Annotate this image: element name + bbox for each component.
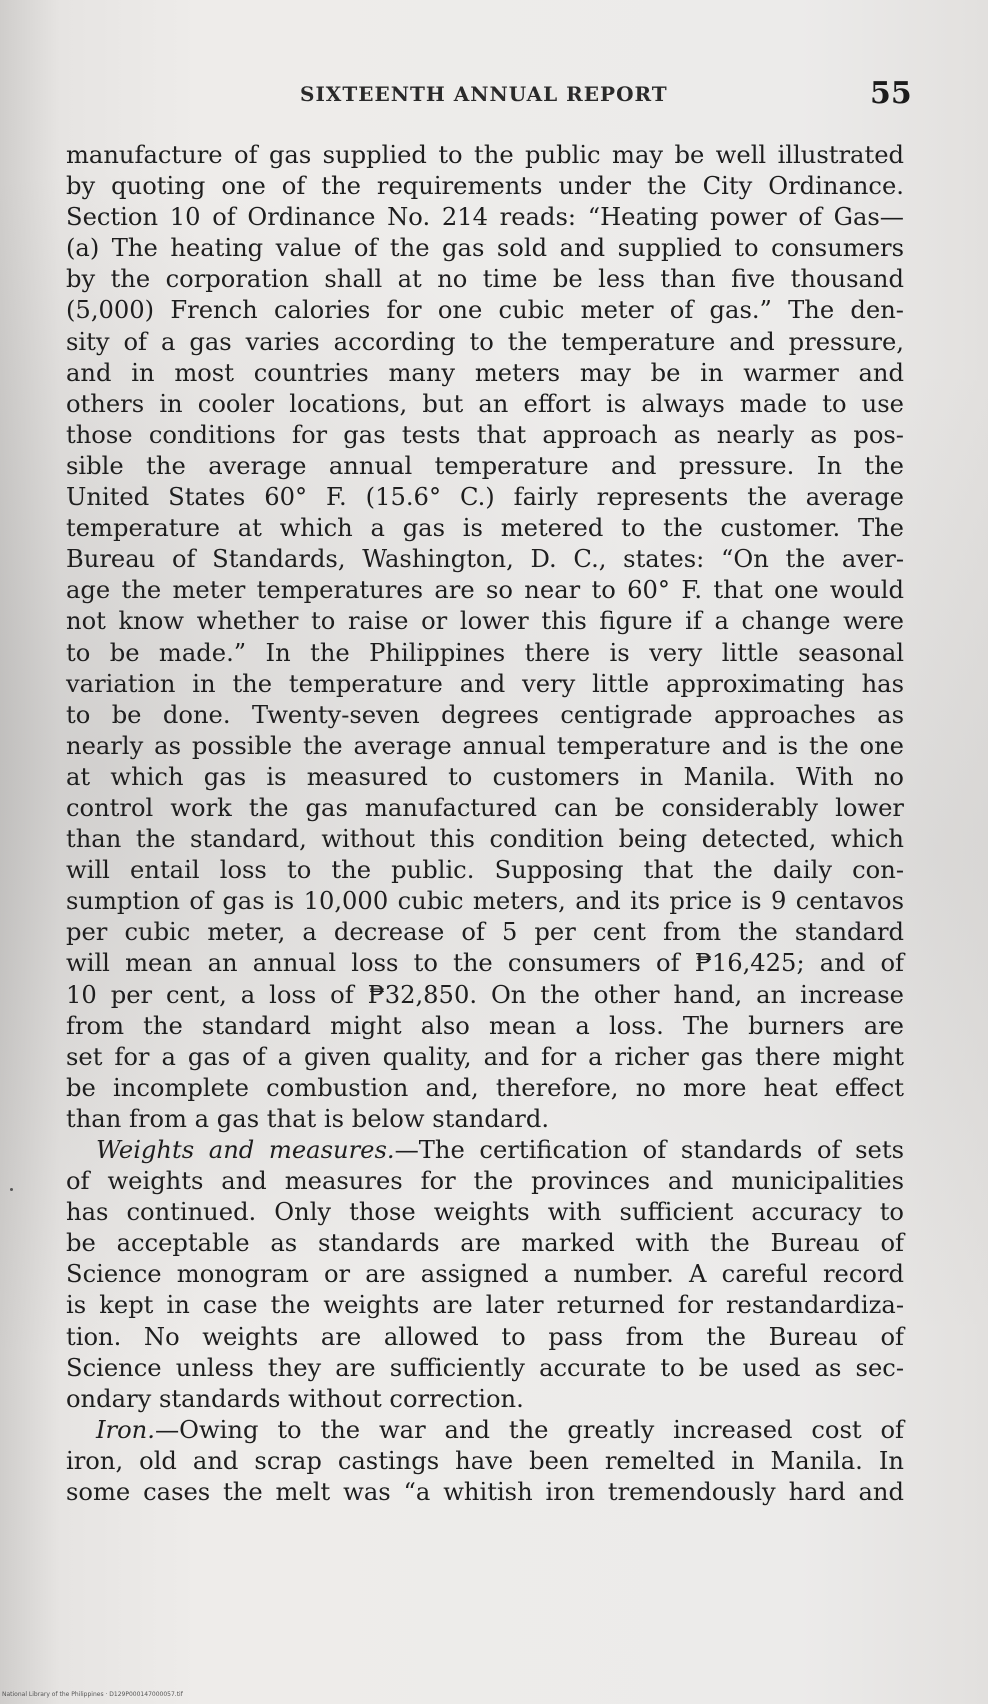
text-line: temperature at which a gas is metered to the customer. The [66, 514, 904, 543]
text-line: to be done. Twenty-seven degrees centigrade approaches as [66, 700, 904, 729]
paragraph-iron [66, 1415, 904, 1508]
text-line: control work the gas manufactured can be considerably lower [66, 793, 904, 822]
text-line [66, 1415, 904, 1446]
text-line: ondary standards without correction. [66, 1384, 524, 1413]
text-line: is kept in case the weights are later returned for restandardiza- [66, 1291, 904, 1320]
scan-credit: National Library of the Philippines · D129P000147000057.tif [2, 1691, 183, 1698]
body-text [66, 140, 904, 1508]
text-line: of weights and measures for the provinces and municipalities [66, 1167, 904, 1196]
text-line: tion. No weights are allowed to pass from the Bureau of [66, 1322, 904, 1351]
text-line: (a) The heating value of the gas sold and supplied to consumers [66, 234, 904, 263]
text-line: than the standard, without this condition being detected, which [66, 825, 904, 854]
text-line: will mean an annual loss to the consumers of ₱16,425; and of [66, 949, 904, 978]
text-line: nearly as possible the average annual temperature and is the one [66, 731, 904, 760]
running-title: SIXTEENTH ANNUAL REPORT [300, 82, 668, 106]
text-line: and in most countries many meters may be in warmer and [66, 358, 904, 387]
text-line: at which gas is measured to customers in Manila. With no [66, 762, 904, 791]
text-line: 10 per cent, a loss of ₱32,850. On the other hand, an increase [66, 980, 904, 1009]
text-line: age the meter temperatures are so near to 60° F. that one would [66, 576, 904, 605]
text-line: Science unless they are sufficiently accurate to be used as sec- [66, 1353, 904, 1382]
paragraph-gas-standards [66, 140, 904, 1135]
section-heading-iron: Iron. [96, 1415, 155, 1444]
text-line: be incomplete combustion and, therefore, no more heat effect [66, 1073, 904, 1102]
text-line: by quoting one of the requirements under the City Ordinance. [66, 172, 904, 201]
text-line: iron, old and scrap castings have been remelted in Manila. In [66, 1446, 904, 1475]
text-line: Section 10 of Ordinance No. 214 reads: “Heating power of Gas— [66, 203, 904, 232]
text-fragment: —Owing to the war and the greatly increased cost of [154, 1415, 904, 1444]
text-line: from the standard might also mean a loss. The burners are [66, 1011, 904, 1040]
text-line: set for a gas of a given quality, and for a richer gas there might [66, 1042, 904, 1071]
text-line: per cubic meter, a decrease of 5 per cent from the standard [66, 918, 904, 947]
text-line: by the corporation shall at no time be less than five thousand [66, 265, 904, 294]
text-line: sible the average annual temperature and pressure. In the [66, 451, 904, 480]
page-number: 55 [870, 76, 912, 111]
text-line: be acceptable as standards are marked with the Bureau of [66, 1229, 904, 1258]
text-fragment: —The certification of standards of sets [394, 1136, 904, 1164]
text-line: others in cooler locations, but an effort is always made to use [66, 389, 904, 418]
text-line: some cases the melt was “a whitish iron tremendously hard and [66, 1478, 904, 1507]
scan-speck [10, 1188, 13, 1191]
text-line: those conditions for gas tests that approach as nearly as pos- [66, 420, 904, 449]
text-line: sity of a gas varies according to the temperature and pressure, [66, 327, 904, 356]
text-line [66, 1135, 904, 1166]
paragraph-weights-and-measures [66, 1135, 904, 1415]
text-line: has continued. Only those weights with sufficient accuracy to [66, 1198, 904, 1227]
text-line: Science monogram or are assigned a number. A careful record [66, 1260, 904, 1289]
text-line: not know whether to raise or lower this figure if a change were [66, 607, 904, 636]
text-line: variation in the temperature and very little approximating has [66, 669, 904, 698]
text-line: will entail loss to the public. Supposing that the daily con- [66, 856, 904, 885]
text-line: manufacture of gas supplied to the public may be well illustrated [66, 141, 904, 169]
text-line: sumption of gas is 10,000 cubic meters, and its price is 9 centavos [66, 887, 904, 916]
section-heading-weights-and-measures: Weights and measures. [96, 1136, 395, 1164]
text-line: (5,000) French calories for one cubic meter of gas.” The den- [66, 296, 904, 325]
text-line: Bureau of Standards, Washington, D. C., states: “On the aver- [66, 545, 904, 574]
text-line: than from a gas that is below standard. [66, 1104, 550, 1133]
text-line: United States 60° F. (15.6° C.) fairly represents the average [66, 483, 904, 512]
text-line: to be made.” In the Philippines there is very little seasonal [66, 638, 904, 667]
